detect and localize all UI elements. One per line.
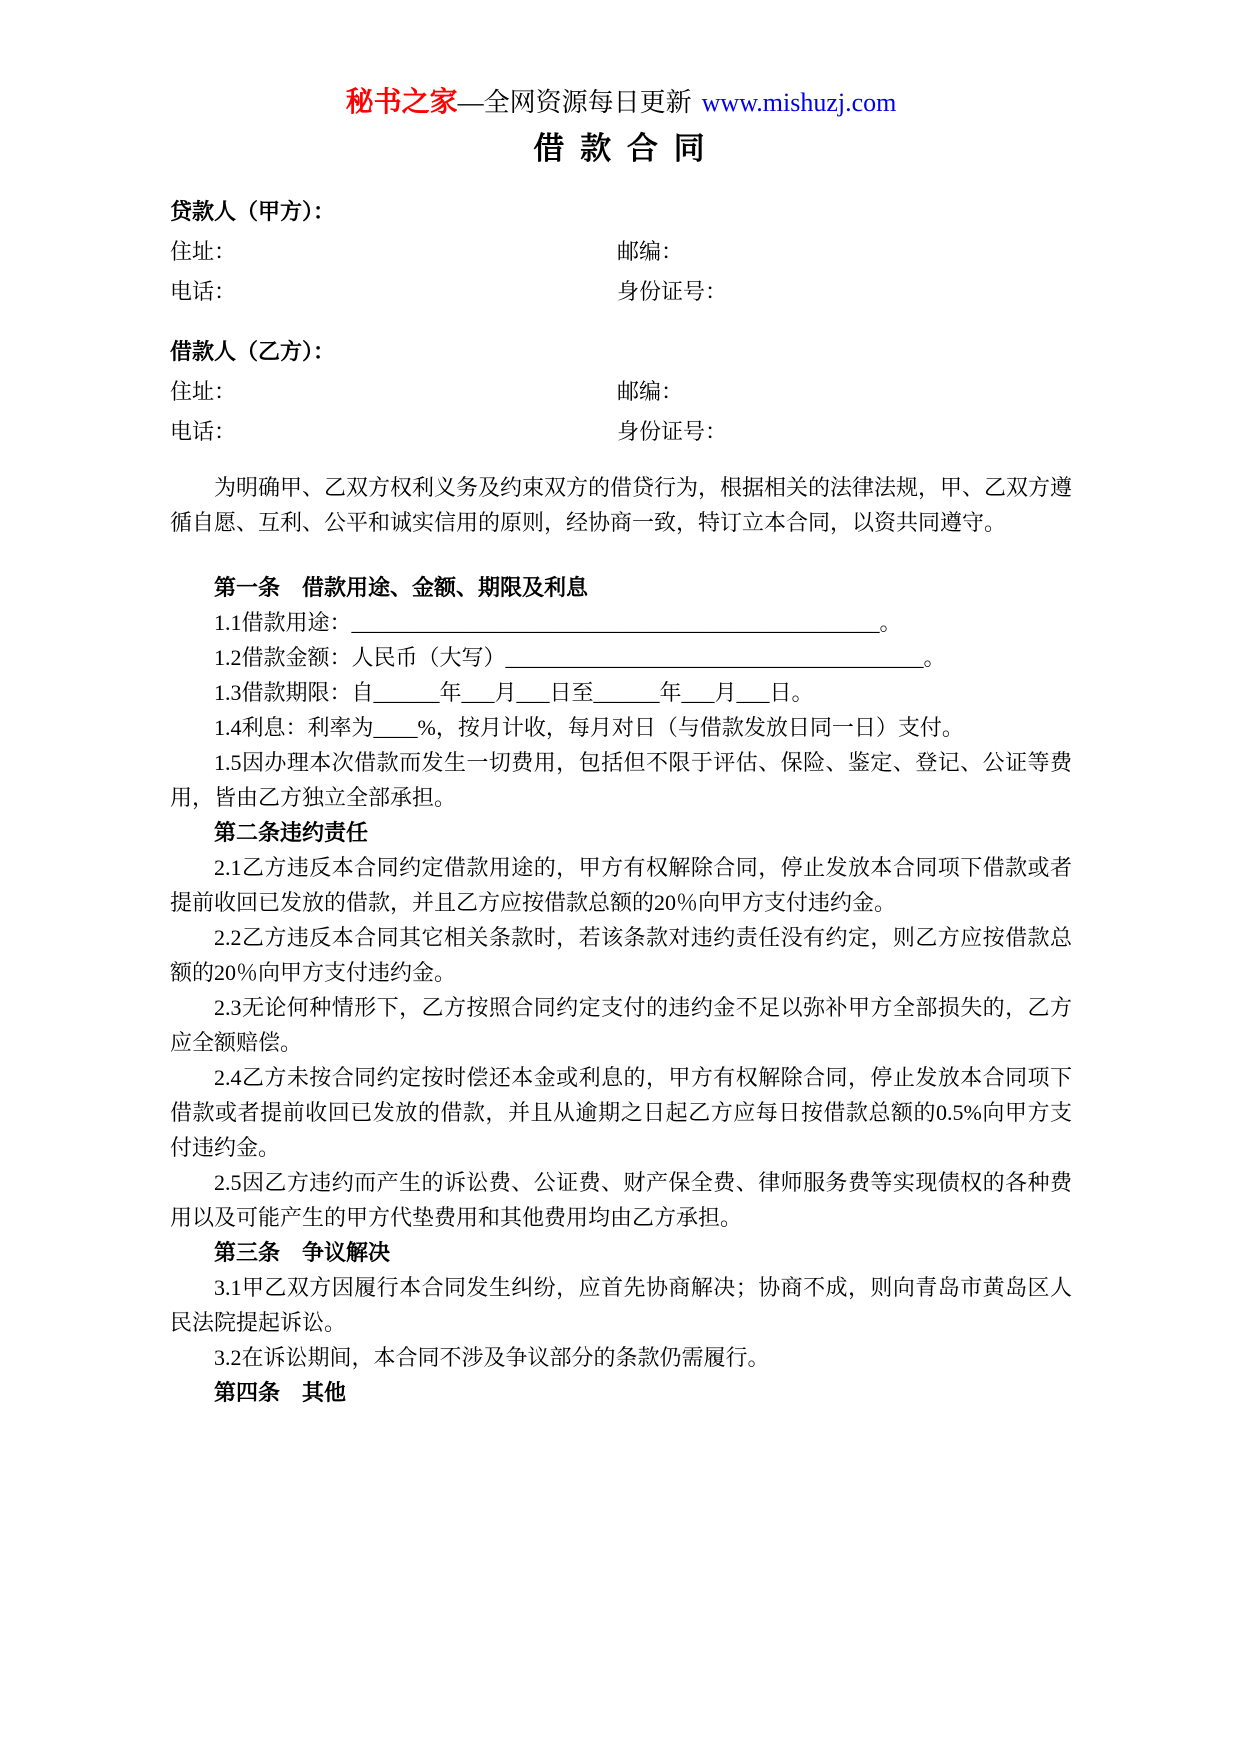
lender-phone-label: 电话： — [170, 279, 237, 304]
borrower-id-label: 身份证号： — [617, 419, 728, 444]
section-1-heading: 第一条 借款用途、金额、期限及利息 — [214, 575, 589, 600]
clause-2-2: 2.2乙方违反本合同其它相关条款时，若该条款对违约责任没有约定，则乙方应按借款总额的20％向甲方支付违约金。 — [170, 925, 1072, 985]
lender-id-label: 身份证号： — [617, 279, 728, 304]
clause-3-2: 3.2在诉讼期间，本合同不涉及争议部分的条款仍需履行。 — [214, 1345, 770, 1370]
lender-address-label: 住址： — [170, 239, 237, 264]
lender-row-2 — [170, 272, 1072, 312]
section-3-heading: 第三条 争议解决 — [214, 1240, 391, 1265]
section-dispute-resolution — [170, 1235, 1072, 1375]
document-title: 借 款 合 同 — [533, 131, 709, 166]
borrower-phone-label: 电话： — [170, 419, 237, 444]
clause-1-3: 1.3借款期限：自______年___月___日至______年___月___日。 — [214, 680, 814, 705]
clause-1-4: 1.4利息：利率为____%，按月计收，每月对日（与借款发放日同一日）支付。 — [214, 715, 964, 740]
clause-3-1: 3.1甲乙双方因履行本合同发生纠纷，应首先协商解决；协商不成，则向青岛市黄岛区人民法院提起诉讼。 — [170, 1275, 1072, 1335]
borrower-zip-label: 邮编： — [617, 379, 684, 404]
lender-zip-label: 邮编： — [617, 239, 684, 264]
clause-2-3: 2.3无论何种情形下，乙方按照合同约定支付的违约金不足以弥补甲方全部损失的，乙方应全额赔偿。 — [170, 995, 1072, 1055]
section-other — [170, 1375, 1072, 1410]
site-header — [170, 86, 1072, 120]
section-breach-liability — [170, 815, 1072, 1235]
header-dash: — — [457, 88, 484, 117]
section-4-heading: 第四条 其他 — [214, 1380, 347, 1405]
clause-2-5: 2.5因乙方违约而产生的诉讼费、公证费、财产保全费、律师服务费等实现债权的各种费用以及可能产生的甲方代垫费用和其他费用均由乙方承担。 — [170, 1170, 1072, 1230]
section-2-heading: 第二条违约责任 — [214, 820, 369, 845]
clause-1-1: 1.1借款用途：________________________________________________。 — [214, 610, 902, 635]
site-tagline: 全网资源每日更新 — [483, 88, 692, 117]
borrower-address-label: 住址： — [170, 379, 237, 404]
borrower-block — [170, 332, 1072, 452]
borrower-label: 借款人（乙方）： — [170, 339, 336, 364]
site-name: 秘书之家 — [345, 87, 458, 118]
borrower-row-2 — [170, 412, 1072, 452]
clause-1-5: 1.5因办理本次借款而发生一切费用，包括但不限于评估、保险、鉴定、登记、公证等费用，皆由乙方独立全部承担。 — [170, 750, 1072, 810]
preamble-paragraph: 为明确甲、乙双方权利义务及约束双方的借贷行为，根据相关的法律法规，甲、乙双方遵循自愿、互利、公平和诚实信用的原则，经协商一致，特订立本合同，以资共同遵守。 — [170, 475, 1073, 535]
site-url-link[interactable]: www.mishuzj.com — [701, 88, 897, 117]
lender-block — [170, 192, 1072, 312]
lender-row-1 — [170, 232, 1072, 272]
clause-2-1: 2.1乙方违反本合同约定借款用途的，甲方有权解除合同，停止发放本合同项下借款或者提前收回已发放的借款，并且乙方应按借款总额的20％向甲方支付违约金。 — [170, 855, 1072, 915]
section-loan-terms — [170, 570, 1072, 815]
lender-label: 贷款人（甲方）： — [170, 199, 336, 224]
clause-1-2: 1.2借款金额：人民币（大写）______________________________________。 — [214, 645, 946, 670]
borrower-row-1 — [170, 372, 1072, 412]
clause-2-4: 2.4乙方未按合同约定按时偿还本金或利息的，甲方有权解除合同，停止发放本合同项下借款或者提前收回已发放的借款，并且从逾期之日起乙方应每日按借款总额的0.5%向甲方支付违约金。 — [170, 1065, 1072, 1160]
